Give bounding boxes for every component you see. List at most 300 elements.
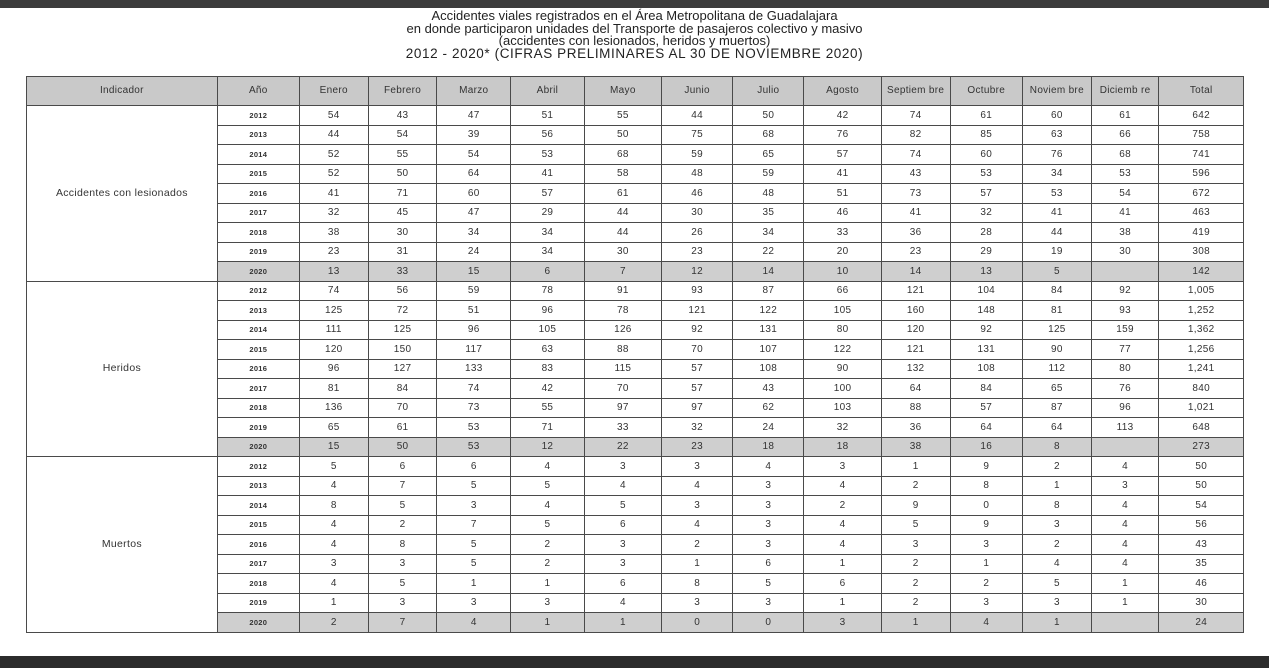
year-cell: 2014: [217, 145, 299, 165]
month-value-cell: 5: [437, 554, 511, 574]
month-value-cell: 1: [299, 593, 368, 613]
month-value-cell: 35: [733, 203, 804, 223]
month-value-cell: 42: [511, 379, 585, 399]
title-line-3: (accidentes con lesionados, heridos y muertos): [498, 33, 771, 48]
month-value-cell: 88: [881, 398, 950, 418]
month-value-cell: 7: [584, 262, 661, 282]
month-value-cell: 54: [1091, 184, 1159, 204]
month-value-cell: 50: [368, 164, 437, 184]
year-cell: 2017: [217, 554, 299, 574]
month-value-cell: 5: [881, 515, 950, 535]
month-value-cell: 38: [881, 437, 950, 457]
month-value-cell: 117: [437, 340, 511, 360]
month-value-cell: 26: [662, 223, 733, 243]
column-header: Año: [217, 77, 299, 106]
column-header: Junio: [662, 77, 733, 106]
month-value-cell: 74: [437, 379, 511, 399]
document-page: [0, 8, 1269, 656]
total-cell: 741: [1159, 145, 1244, 165]
month-value-cell: 3: [1022, 593, 1091, 613]
month-value-cell: 24: [733, 418, 804, 438]
month-value-cell: 65: [299, 418, 368, 438]
total-cell: 1,005: [1159, 281, 1244, 301]
month-value-cell: 32: [804, 418, 881, 438]
month-value-cell: 121: [881, 281, 950, 301]
month-value-cell: 125: [299, 301, 368, 321]
year-cell: 2012: [217, 457, 299, 477]
month-value-cell: 23: [881, 242, 950, 262]
month-value-cell: 53: [511, 145, 585, 165]
month-value-cell: 159: [1091, 320, 1159, 340]
month-value-cell: 4: [804, 535, 881, 555]
month-value-cell: 4: [584, 593, 661, 613]
month-value-cell: 76: [1022, 145, 1091, 165]
month-value-cell: 50: [733, 106, 804, 126]
month-value-cell: 54: [368, 125, 437, 145]
month-value-cell: 121: [662, 301, 733, 321]
month-value-cell: 13: [950, 262, 1022, 282]
month-value-cell: 29: [950, 242, 1022, 262]
year-cell: 2013: [217, 125, 299, 145]
month-value-cell: 63: [511, 340, 585, 360]
month-value-cell: 71: [511, 418, 585, 438]
year-cell: 2020: [217, 437, 299, 457]
month-value-cell: 97: [662, 398, 733, 418]
month-value-cell: 1: [1091, 593, 1159, 613]
month-value-cell: 33: [368, 262, 437, 282]
month-value-cell: 0: [733, 613, 804, 633]
month-value-cell: 55: [584, 106, 661, 126]
month-value-cell: 3: [950, 535, 1022, 555]
month-value-cell: 5: [511, 476, 585, 496]
month-value-cell: 9: [950, 515, 1022, 535]
total-cell: 1,362: [1159, 320, 1244, 340]
header-row: [27, 77, 1244, 106]
year-cell: 2019: [217, 242, 299, 262]
month-value-cell: 5: [368, 574, 437, 594]
month-value-cell: 92: [662, 320, 733, 340]
month-value-cell: 50: [368, 437, 437, 457]
month-value-cell: [1091, 437, 1159, 457]
month-value-cell: 2: [804, 496, 881, 516]
month-value-cell: 57: [804, 145, 881, 165]
month-value-cell: 4: [950, 613, 1022, 633]
month-value-cell: 125: [1022, 320, 1091, 340]
month-value-cell: 68: [733, 125, 804, 145]
month-value-cell: 1: [804, 593, 881, 613]
month-value-cell: 3: [733, 476, 804, 496]
total-cell: 1,241: [1159, 359, 1244, 379]
month-value-cell: 88: [584, 340, 661, 360]
column-header: Febrero: [368, 77, 437, 106]
month-value-cell: 57: [950, 398, 1022, 418]
month-value-cell: 30: [368, 223, 437, 243]
month-value-cell: 64: [437, 164, 511, 184]
month-value-cell: 47: [437, 203, 511, 223]
table-row: [27, 281, 1244, 301]
table-body: [27, 106, 1244, 633]
month-value-cell: 84: [950, 379, 1022, 399]
month-value-cell: 36: [881, 223, 950, 243]
month-value-cell: 15: [437, 262, 511, 282]
month-value-cell: 34: [511, 242, 585, 262]
month-value-cell: 54: [299, 106, 368, 126]
month-value-cell: 0: [662, 613, 733, 633]
month-value-cell: 12: [662, 262, 733, 282]
month-value-cell: 51: [804, 184, 881, 204]
month-value-cell: 148: [950, 301, 1022, 321]
month-value-cell: 1: [881, 457, 950, 477]
column-header: Total: [1159, 77, 1244, 106]
month-value-cell: 92: [950, 320, 1022, 340]
month-value-cell: 51: [437, 301, 511, 321]
month-value-cell: 120: [299, 340, 368, 360]
month-value-cell: 0: [950, 496, 1022, 516]
month-value-cell: 8: [299, 496, 368, 516]
month-value-cell: 41: [1091, 203, 1159, 223]
month-value-cell: 56: [511, 125, 585, 145]
month-value-cell: 3: [511, 593, 585, 613]
month-value-cell: 2: [881, 593, 950, 613]
month-value-cell: 4: [1091, 496, 1159, 516]
total-cell: 1,021: [1159, 398, 1244, 418]
accidents-table: [26, 76, 1244, 633]
month-value-cell: 4: [299, 535, 368, 555]
month-value-cell: 4: [804, 515, 881, 535]
total-cell: 35: [1159, 554, 1244, 574]
month-value-cell: 3: [662, 496, 733, 516]
month-value-cell: 32: [950, 203, 1022, 223]
month-value-cell: 3: [733, 515, 804, 535]
bottom-bar: [0, 656, 1269, 668]
month-value-cell: 59: [733, 164, 804, 184]
year-cell: 2016: [217, 535, 299, 555]
month-value-cell: 22: [584, 437, 661, 457]
month-value-cell: 5: [1022, 574, 1091, 594]
month-value-cell: 68: [1091, 145, 1159, 165]
year-cell: 2015: [217, 340, 299, 360]
month-value-cell: 34: [1022, 164, 1091, 184]
month-value-cell: 1: [1022, 613, 1091, 633]
month-value-cell: 103: [804, 398, 881, 418]
month-value-cell: 112: [1022, 359, 1091, 379]
month-value-cell: 60: [950, 145, 1022, 165]
total-cell: 43: [1159, 535, 1244, 555]
month-value-cell: 52: [299, 164, 368, 184]
total-cell: 840: [1159, 379, 1244, 399]
month-value-cell: 28: [950, 223, 1022, 243]
month-value-cell: 75: [662, 125, 733, 145]
month-value-cell: 72: [368, 301, 437, 321]
month-value-cell: 2: [299, 613, 368, 633]
month-value-cell: 4: [299, 515, 368, 535]
year-cell: 2013: [217, 476, 299, 496]
month-value-cell: 62: [733, 398, 804, 418]
month-value-cell: 4: [662, 476, 733, 496]
month-value-cell: 14: [881, 262, 950, 282]
month-value-cell: 8: [950, 476, 1022, 496]
month-value-cell: 2: [511, 554, 585, 574]
year-cell: 2018: [217, 574, 299, 594]
title-line-4: 2012 - 2020* (CIFRAS PRELIMINARES AL 30 DE NOVIEMBRE 2020): [405, 45, 864, 61]
month-value-cell: 70: [662, 340, 733, 360]
month-value-cell: 43: [368, 106, 437, 126]
table-row: [27, 457, 1244, 477]
month-value-cell: 38: [299, 223, 368, 243]
month-value-cell: 3: [1022, 515, 1091, 535]
month-value-cell: 5: [1022, 262, 1091, 282]
month-value-cell: 4: [1022, 554, 1091, 574]
month-value-cell: 18: [804, 437, 881, 457]
month-value-cell: 33: [804, 223, 881, 243]
month-value-cell: 81: [1022, 301, 1091, 321]
month-value-cell: 4: [511, 457, 585, 477]
month-value-cell: 5: [584, 496, 661, 516]
month-value-cell: 107: [733, 340, 804, 360]
month-value-cell: 48: [733, 184, 804, 204]
month-value-cell: 43: [733, 379, 804, 399]
month-value-cell: 10: [804, 262, 881, 282]
column-header: Octubre: [950, 77, 1022, 106]
month-value-cell: 51: [511, 106, 585, 126]
month-value-cell: 47: [437, 106, 511, 126]
column-header: Septiem bre: [881, 77, 950, 106]
year-cell: 2013: [217, 301, 299, 321]
month-value-cell: 5: [437, 535, 511, 555]
month-value-cell: 20: [804, 242, 881, 262]
month-value-cell: 52: [299, 145, 368, 165]
month-value-cell: 8: [1022, 437, 1091, 457]
year-cell: 2019: [217, 593, 299, 613]
month-value-cell: 87: [733, 281, 804, 301]
month-value-cell: 1: [511, 613, 585, 633]
month-value-cell: 57: [950, 184, 1022, 204]
month-value-cell: 1: [1022, 476, 1091, 496]
month-value-cell: 30: [584, 242, 661, 262]
total-cell: 24: [1159, 613, 1244, 633]
month-value-cell: 59: [437, 281, 511, 301]
month-value-cell: 3: [733, 496, 804, 516]
title-line-1: Accidentes viales registrados en el Área Metropolitana de Guadalajara: [431, 8, 838, 23]
total-cell: 50: [1159, 457, 1244, 477]
month-value-cell: 68: [584, 145, 661, 165]
month-value-cell: 96: [437, 320, 511, 340]
month-value-cell: 121: [881, 340, 950, 360]
month-value-cell: 57: [662, 359, 733, 379]
month-value-cell: 136: [299, 398, 368, 418]
month-value-cell: 3: [662, 593, 733, 613]
month-value-cell: 44: [1022, 223, 1091, 243]
month-value-cell: 1: [662, 554, 733, 574]
month-value-cell: 4: [1091, 535, 1159, 555]
month-value-cell: 6: [584, 515, 661, 535]
year-cell: 2012: [217, 106, 299, 126]
month-value-cell: 6: [368, 457, 437, 477]
month-value-cell: 33: [584, 418, 661, 438]
month-value-cell: 41: [881, 203, 950, 223]
month-value-cell: 104: [950, 281, 1022, 301]
month-value-cell: 87: [1022, 398, 1091, 418]
month-value-cell: 41: [1022, 203, 1091, 223]
month-value-cell: 2: [881, 554, 950, 574]
month-value-cell: 4: [299, 574, 368, 594]
month-value-cell: 4: [1091, 457, 1159, 477]
month-value-cell: 5: [368, 496, 437, 516]
month-value-cell: 23: [299, 242, 368, 262]
month-value-cell: 82: [881, 125, 950, 145]
month-value-cell: 2: [1022, 457, 1091, 477]
month-value-cell: 73: [437, 398, 511, 418]
month-value-cell: 5: [299, 457, 368, 477]
month-value-cell: 70: [368, 398, 437, 418]
month-value-cell: 90: [1022, 340, 1091, 360]
month-value-cell: 122: [804, 340, 881, 360]
year-cell: 2017: [217, 203, 299, 223]
month-value-cell: 2: [950, 574, 1022, 594]
month-value-cell: 53: [950, 164, 1022, 184]
month-value-cell: 48: [662, 164, 733, 184]
month-value-cell: 83: [511, 359, 585, 379]
month-value-cell: 105: [804, 301, 881, 321]
year-cell: 2020: [217, 613, 299, 633]
month-value-cell: 9: [881, 496, 950, 516]
month-value-cell: 61: [1091, 106, 1159, 126]
month-value-cell: 8: [368, 535, 437, 555]
month-value-cell: 77: [1091, 340, 1159, 360]
year-cell: 2016: [217, 184, 299, 204]
column-header: Indicador: [27, 77, 218, 106]
column-header: Julio: [733, 77, 804, 106]
month-value-cell: 3: [368, 554, 437, 574]
total-cell: 1,252: [1159, 301, 1244, 321]
month-value-cell: 36: [881, 418, 950, 438]
month-value-cell: 3: [662, 457, 733, 477]
month-value-cell: 1: [511, 574, 585, 594]
month-value-cell: 84: [368, 379, 437, 399]
column-header: Agosto: [804, 77, 881, 106]
month-value-cell: 8: [662, 574, 733, 594]
total-cell: 672: [1159, 184, 1244, 204]
month-value-cell: 3: [804, 457, 881, 477]
month-value-cell: 60: [1022, 106, 1091, 126]
month-value-cell: 59: [662, 145, 733, 165]
month-value-cell: 66: [804, 281, 881, 301]
month-value-cell: 4: [662, 515, 733, 535]
month-value-cell: 32: [299, 203, 368, 223]
month-value-cell: 1: [1091, 574, 1159, 594]
month-value-cell: 96: [299, 359, 368, 379]
month-value-cell: 53: [437, 437, 511, 457]
column-header: Diciemb re: [1091, 77, 1159, 106]
month-value-cell: 3: [584, 457, 661, 477]
month-value-cell: [1091, 613, 1159, 633]
column-header: Mayo: [584, 77, 661, 106]
month-value-cell: 4: [733, 457, 804, 477]
month-value-cell: 4: [584, 476, 661, 496]
month-value-cell: 50: [584, 125, 661, 145]
month-value-cell: 57: [511, 184, 585, 204]
month-value-cell: 3: [437, 496, 511, 516]
month-value-cell: 64: [950, 418, 1022, 438]
year-cell: 2018: [217, 398, 299, 418]
month-value-cell: 2: [368, 515, 437, 535]
month-value-cell: 3: [733, 535, 804, 555]
month-value-cell: 39: [437, 125, 511, 145]
month-value-cell: 92: [1091, 281, 1159, 301]
month-value-cell: 55: [511, 398, 585, 418]
month-value-cell: 14: [733, 262, 804, 282]
indicator-cell: Heridos: [27, 281, 218, 457]
month-value-cell: 22: [733, 242, 804, 262]
total-cell: 54: [1159, 496, 1244, 516]
table-row: [27, 106, 1244, 126]
month-value-cell: 4: [1091, 554, 1159, 574]
top-bar: [0, 0, 1269, 8]
month-value-cell: 2: [881, 476, 950, 496]
month-value-cell: 42: [804, 106, 881, 126]
month-value-cell: 4: [299, 476, 368, 496]
month-value-cell: 8: [1022, 496, 1091, 516]
indicator-cell: Muertos: [27, 457, 218, 633]
month-value-cell: 74: [881, 106, 950, 126]
month-value-cell: 31: [368, 242, 437, 262]
month-value-cell: 44: [662, 106, 733, 126]
document-title: [0, 10, 1269, 60]
month-value-cell: 41: [511, 164, 585, 184]
month-value-cell: 63: [1022, 125, 1091, 145]
month-value-cell: 18: [733, 437, 804, 457]
month-value-cell: 45: [368, 203, 437, 223]
month-value-cell: 23: [662, 242, 733, 262]
month-value-cell: 43: [881, 164, 950, 184]
total-cell: 758: [1159, 125, 1244, 145]
month-value-cell: 19: [1022, 242, 1091, 262]
column-header: Marzo: [437, 77, 511, 106]
month-value-cell: 7: [368, 613, 437, 633]
column-header: Abril: [511, 77, 585, 106]
month-value-cell: 6: [584, 574, 661, 594]
month-value-cell: 9: [950, 457, 1022, 477]
month-value-cell: 7: [437, 515, 511, 535]
month-value-cell: 74: [299, 281, 368, 301]
month-value-cell: 74: [881, 145, 950, 165]
total-cell: 273: [1159, 437, 1244, 457]
month-value-cell: 85: [950, 125, 1022, 145]
month-value-cell: 3: [437, 593, 511, 613]
month-value-cell: 32: [662, 418, 733, 438]
month-value-cell: 6: [804, 574, 881, 594]
month-value-cell: 84: [1022, 281, 1091, 301]
month-value-cell: 131: [733, 320, 804, 340]
month-value-cell: 24: [437, 242, 511, 262]
year-cell: 2018: [217, 223, 299, 243]
month-value-cell: 108: [733, 359, 804, 379]
month-value-cell: 1: [804, 554, 881, 574]
month-value-cell: 30: [1091, 242, 1159, 262]
year-cell: 2015: [217, 515, 299, 535]
month-value-cell: 6: [733, 554, 804, 574]
month-value-cell: 131: [950, 340, 1022, 360]
month-value-cell: 34: [437, 223, 511, 243]
total-cell: 1,256: [1159, 340, 1244, 360]
month-value-cell: 3: [299, 554, 368, 574]
month-value-cell: 125: [368, 320, 437, 340]
month-value-cell: 1: [950, 554, 1022, 574]
month-value-cell: 126: [584, 320, 661, 340]
month-value-cell: [1091, 262, 1159, 282]
month-value-cell: 122: [733, 301, 804, 321]
month-value-cell: 61: [368, 418, 437, 438]
